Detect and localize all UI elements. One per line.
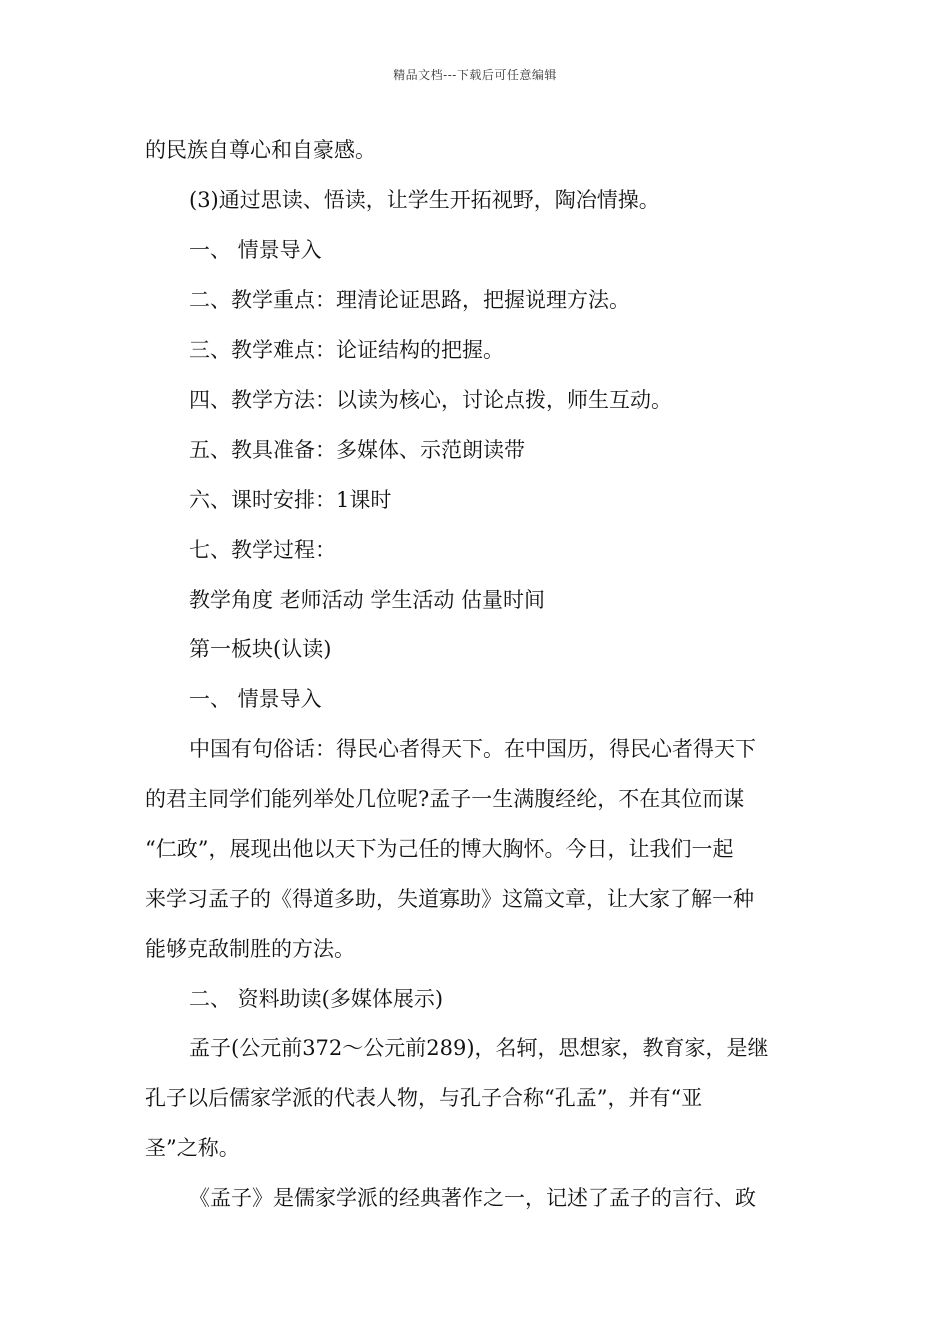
- paragraph-line: 来学习孟子的《得道多助，失道寡助》这篇文章，让大家了解一种: [145, 887, 754, 911]
- paragraph-line: 二、教学重点：理清论证思路，把握说理方法。: [189, 288, 630, 312]
- section-heading: 二、 资料助读(多媒体展示): [189, 987, 444, 1011]
- paragraph-line: 的君主同学们能列举处几位呢?孟子一生满腹经纶，不在其位而谋: [145, 787, 745, 811]
- paragraph-line: “仁政”，展现出他以天下为己任的博大胸怀。今日，让我们一起: [145, 837, 734, 861]
- paragraph-line: (3)通过思读、悟读，让学生开拓视野，陶冶情操。: [189, 188, 660, 212]
- paragraph-line: 孟子(公元前372～公元前289)，名轲，思想家，教育家，是继: [189, 1036, 769, 1060]
- paragraph-line: 圣”之称。: [145, 1136, 240, 1160]
- paragraph-line: 六、课时安排：1课时: [189, 488, 392, 512]
- section-heading: 一、 情景导入: [189, 238, 322, 262]
- paragraph-line: 孔子以后儒家学派的代表人物，与孔子合称“孔孟”，并有“亚: [145, 1086, 703, 1110]
- paragraph-line: 《孟子》是儒家学派的经典著作之一，记述了孟子的言行、政: [189, 1186, 756, 1210]
- paragraph-line: 四、教学方法：以读为核心，讨论点拨，师生互动。: [189, 388, 672, 412]
- paragraph-line: 能够克敌制胜的方法。: [145, 937, 355, 961]
- section-heading: 第一板块(认读): [189, 637, 332, 661]
- paragraph-line: 三、教学难点：论证结构的把握。: [189, 338, 504, 362]
- paragraph-line: 的民族自尊心和自豪感。: [145, 138, 376, 162]
- paragraph-line: 中国有句俗话：得民心者得天下。在中国历，得民心者得天下: [189, 737, 756, 761]
- page-header: 精品文档---下载后可任意编辑: [393, 68, 557, 82]
- section-heading: 一、 情景导入: [189, 687, 322, 711]
- paragraph-line: 五、教具准备：多媒体、示范朗读带: [189, 438, 525, 462]
- section-heading: 七、教学过程：: [189, 538, 336, 562]
- table-header-line: 教学角度 老师活动 学生活动 估量时间: [189, 588, 546, 612]
